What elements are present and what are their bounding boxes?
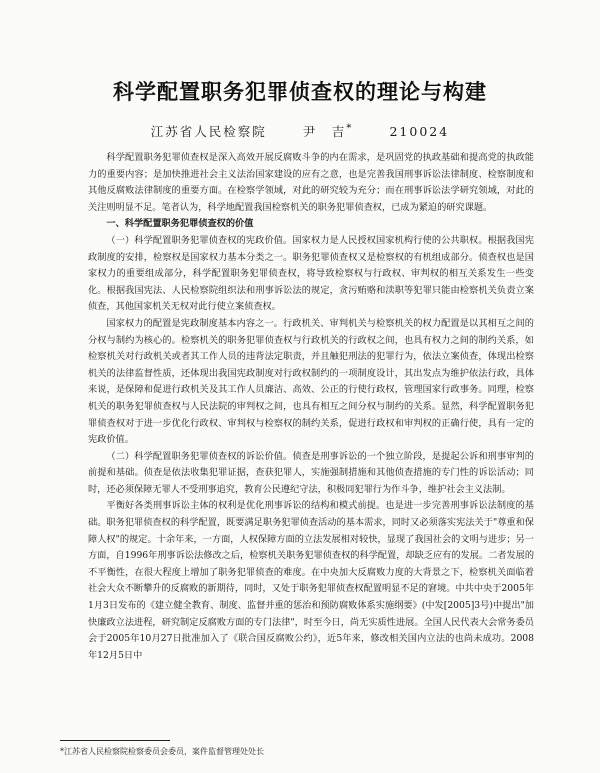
section-heading: 一、科学配置职务犯罪侦查权的价值 xyxy=(106,218,254,230)
article-title: 科学配置职务犯罪侦查权的理论与构建 xyxy=(113,80,487,104)
postcode: 210024 xyxy=(389,124,450,140)
body-paragraph: 平衡好各类刑事诉讼主体的权利是优化刑事诉讼的结构和模式前提。也是进一步完善刑事诉讼法制度的基础。职务犯罪侦查权的科学配置，既要满足职务犯罪侦查活动的基本需求，同时又必须落实宪法关于"尊重和保障人权"的规定。十余年来，一方面，人权保障方面的立法发展相对较快，显现了我国社会的文明与进步；另一方面，自1996年刑事诉讼法修改之后，检察机关职务犯罪侦查权的科学配置，却缺乏应有的发展。二者发展的不平衡性，在很大程度上增加了职务犯罪侦查的难度。在中央加大反腐败力度的大背景之下，检察机关面临着社会大众不断攀升的反腐败的新期待，同时，又处于职务犯罪侦查权配置明显不足的窘境。中共中央于2005年1月3日发布的《建立健全教育、制度、监督并重的惩治和预防腐败体系实施纲要》(中发[2005]3号)中提出"加快廉政立法进程，研究制定反腐败方面的专门法律"，时至今日，尚无实质性进展。全国人民代表大会常务委员会于2005年10月27日批准加入了《联合国反腐败公约》，近5年来，修改相关国内立法的也尚未成功。2008年12月5日中 xyxy=(88,500,535,661)
footnote-divider xyxy=(60,740,170,741)
body-paragraph: 国家权力的配置是宪政制度基本内容之一。行政机关、审判机关与检察机关的权力配置是以其相互之间的分权与制约为核心的。检察机关的职务犯罪侦查权与行政机关的行政权之间，也具有权力之间的制约关系，如检察机关对行政机关或者其工作人员的违背法定职责，并且触犯刑法的犯罪行为，依法立案侦查，体现出检察机关的法律监督性质，还体现出我国宪政制度对行政权制约的一项制度设计，其出发点为维护依法行政，具体来说，是保障和促进行政机关及其工作人员廉洁、高效、公正的行使行政权，管理国家行政事务。同理，检察机关的职务犯罪侦查权与人民法院的审判权之间，也具有相互之间分权与制约的关系。显然，科学配置职务犯罪侦查权对于进一步优化行政权、审判权与检察权的制约关系，促进行政权和审判权的正确行使，具有一定的宪政价值。 xyxy=(88,317,534,446)
author-byline xyxy=(0,122,600,140)
intro-paragraph: 科学配置职务犯罪侦查权是深入高效开展反腐败斗争的内在需求，是巩固党的执政基础和提高党的执政能力的重要内容；是加快推进社会主义法治国家建设的应有之意，也是完善我国刑事诉讼法律制度、检察制度和其他反腐败法律制度的重要方面。在检察学领域，对此的研究较为充分；而在刑事诉讼法学研究领域，对此的关注则明显不足。笔者认为，科学地配置我国检察机关的职务犯罪侦查权，已成为紧迫的研究课题。 xyxy=(88,152,534,213)
body-paragraph: （一）科学配置职务犯罪侦查权的宪政价值。国家权力是人民授权国家机构行使的公共职权。根据我国宪政制度的安排，检察权是国家权力基本分类之一。职务犯罪侦查权又是检察权的有机组成部分。侦查权也是国家权力的重要组成部分，科学配置职务犯罪侦查权，将导致检察权与行政权、审判权的相互关系发生一些变化。根据我国宪法、人民检察院组织法和刑事诉讼法的规定，贪污贿赂和渎职等犯罪只能由检察机关负责立案侦查，其他国家机关无权对此行使立案侦查权。 xyxy=(88,234,534,313)
author-footnote-mark: * xyxy=(346,122,354,134)
author-footnote: *江苏省人民检察院检察委员会委员，案件监督管理处处长 xyxy=(60,747,264,756)
author-organization: 江苏省人民检察院 xyxy=(150,124,267,140)
article-body xyxy=(88,150,534,664)
author-name: 尹 吉 xyxy=(302,124,347,140)
body-paragraph: （二）科学配置职务犯罪侦查权的诉讼价值。侦查是刑事诉讼的一个独立阶段，是提起公诉和刑事审判的前提和基础。侦查是依法收集犯罪证据，查获犯罪人，实施强制措施和其他侦查措施的专门性的诉讼活动；同时，还必须保障无罪人不受刑事追究，教育公民遵纪守法，积极同犯罪行为作斗争，维护社会主义法制。 xyxy=(88,450,534,495)
